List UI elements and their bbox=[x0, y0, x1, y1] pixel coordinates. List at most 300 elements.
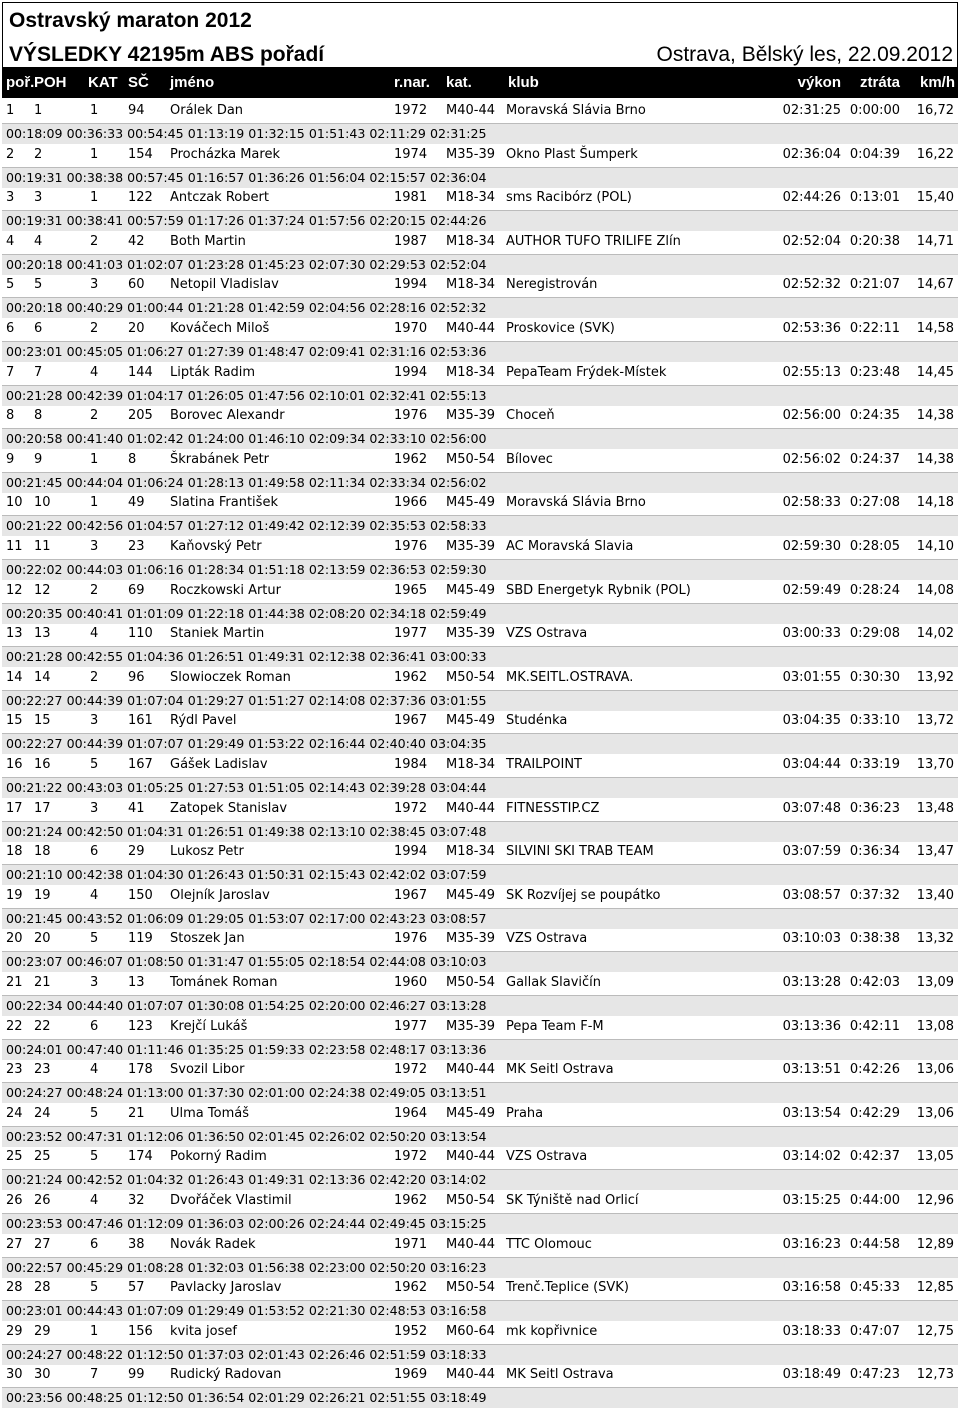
row-por: 18 bbox=[6, 844, 23, 860]
row-kat: 4 bbox=[90, 887, 99, 903]
col-header-poh: POH bbox=[34, 74, 67, 91]
row-splits: 00:21:24 00:42:52 01:04:32 01:26:43 01:49:31 02:13:36 02:42:20 03:14:02 bbox=[6, 1172, 487, 1188]
row-poh: 22 bbox=[34, 1018, 51, 1034]
row-sc: 167 bbox=[128, 757, 153, 772]
row-club: SILVINI SKI TRAB TEAM bbox=[506, 844, 654, 860]
row-kat: 2 bbox=[90, 233, 99, 249]
row-kat: 2 bbox=[90, 669, 99, 685]
row-year: 1960 bbox=[394, 975, 428, 990]
row-loss: 0:38:38 bbox=[849, 931, 900, 947]
row-splits-line bbox=[2, 690, 958, 711]
row-time: 03:13:36 bbox=[782, 1018, 841, 1034]
row-sc: 174 bbox=[128, 1149, 153, 1165]
event-title: Ostravský maraton 2012 bbox=[9, 9, 252, 32]
row-poh: 2 bbox=[34, 146, 43, 162]
row-loss: 0:28:05 bbox=[849, 539, 900, 554]
row-time: 03:07:48 bbox=[782, 800, 841, 816]
row-kat: 4 bbox=[90, 1193, 99, 1208]
row-poh: 15 bbox=[34, 713, 51, 729]
row-por: 21 bbox=[6, 975, 23, 990]
row-loss: 0:04:39 bbox=[849, 146, 900, 162]
row-loss: 0:21:07 bbox=[849, 277, 900, 293]
row-loss: 0:13:01 bbox=[849, 190, 900, 206]
row-sc: 178 bbox=[128, 1062, 153, 1078]
row-club: Neregistrován bbox=[506, 277, 598, 293]
row-year: 1970 bbox=[394, 321, 428, 336]
row-club: SK Týniště nad Orlicí bbox=[506, 1193, 639, 1208]
row-category: M60-64 bbox=[446, 1323, 495, 1339]
row-kat: 4 bbox=[90, 364, 99, 380]
row-year: 1962 bbox=[394, 669, 428, 685]
row-sc: 32 bbox=[128, 1193, 145, 1208]
col-header-rnar: r.nar. bbox=[394, 74, 430, 91]
row-splits-line bbox=[2, 167, 958, 188]
row-year: 1984 bbox=[394, 757, 428, 772]
row-name: Netopil Vladislav bbox=[170, 277, 279, 293]
row-splits: 00:20:35 00:40:41 01:01:09 01:22:18 01:44:38 02:08:20 02:34:18 02:59:49 bbox=[6, 605, 487, 621]
row-splits: 00:22:57 00:45:29 01:08:28 01:32:03 01:56:38 02:23:00 02:50:20 03:16:23 bbox=[6, 1259, 487, 1275]
row-splits: 00:21:28 00:42:55 01:04:36 01:26:51 01:49:31 02:12:38 02:36:41 03:00:33 bbox=[6, 649, 487, 665]
row-loss: 0:44:00 bbox=[849, 1193, 900, 1208]
col-header-klub: klub bbox=[508, 74, 539, 91]
row-speed: 12,75 bbox=[916, 1323, 954, 1339]
table-row bbox=[2, 273, 958, 317]
row-year: 1972 bbox=[394, 1149, 428, 1165]
row-speed: 14,18 bbox=[916, 495, 954, 511]
row-year: 1976 bbox=[394, 931, 428, 947]
row-speed: 13,48 bbox=[916, 800, 954, 816]
row-time: 02:53:36 bbox=[782, 321, 841, 336]
row-name: Borovec Alexandr bbox=[170, 408, 285, 424]
row-splits-line bbox=[2, 821, 958, 842]
row-category: M50-54 bbox=[446, 451, 495, 467]
row-kat: 4 bbox=[90, 1062, 99, 1078]
row-por: 5 bbox=[6, 277, 15, 293]
row-speed: 15,40 bbox=[916, 190, 954, 206]
row-sc: 154 bbox=[128, 146, 153, 162]
row-year: 1972 bbox=[394, 1062, 428, 1078]
row-name: Procházka Marek bbox=[170, 146, 280, 162]
row-name: Škrabánek Petr bbox=[170, 451, 270, 467]
row-year: 1972 bbox=[394, 800, 428, 816]
row-year: 1977 bbox=[394, 626, 428, 642]
row-sc: 96 bbox=[128, 669, 145, 685]
row-category: M35-39 bbox=[446, 146, 495, 162]
row-por: 20 bbox=[6, 931, 23, 947]
row-name: Gášek Ladislav bbox=[170, 757, 268, 772]
row-loss: 0:24:35 bbox=[849, 408, 900, 424]
row-sc: 42 bbox=[128, 233, 145, 249]
row-speed: 12,89 bbox=[916, 1236, 954, 1252]
row-kat: 1 bbox=[90, 495, 99, 511]
row-poh: 30 bbox=[34, 1367, 51, 1383]
row-club: Trenč.Teplice (SVK) bbox=[506, 1280, 629, 1296]
row-name: Antczak Robert bbox=[170, 190, 269, 206]
row-por: 3 bbox=[6, 190, 15, 206]
row-kat: 5 bbox=[90, 757, 99, 772]
row-club: FITNESSTIP.CZ bbox=[506, 800, 600, 816]
row-year: 1994 bbox=[394, 364, 428, 380]
col-header-ztrata: ztráta bbox=[859, 74, 900, 91]
row-splits-line bbox=[2, 385, 958, 406]
row-sc: 57 bbox=[128, 1280, 145, 1296]
row-category: M18-34 bbox=[446, 190, 495, 206]
row-por: 27 bbox=[6, 1236, 23, 1252]
row-poh: 13 bbox=[34, 626, 51, 642]
row-speed: 14,45 bbox=[916, 364, 954, 380]
table-row bbox=[2, 666, 958, 710]
row-sc: 144 bbox=[128, 364, 153, 380]
row-poh: 25 bbox=[34, 1149, 51, 1165]
table-row bbox=[2, 1015, 958, 1059]
row-category: M40-44 bbox=[446, 1367, 495, 1383]
table-row bbox=[2, 884, 958, 928]
row-name: Dvořáček Vlastimil bbox=[170, 1193, 292, 1208]
row-sc: 205 bbox=[128, 408, 153, 424]
table-row bbox=[2, 143, 958, 187]
row-sc: 122 bbox=[128, 190, 153, 206]
row-speed: 13,47 bbox=[916, 844, 954, 860]
row-loss: 0:42:29 bbox=[849, 1105, 900, 1121]
row-por: 25 bbox=[6, 1149, 23, 1165]
row-speed: 13,06 bbox=[916, 1105, 954, 1121]
row-category: M45-49 bbox=[446, 887, 495, 903]
row-poh: 23 bbox=[34, 1062, 51, 1078]
row-sc: 41 bbox=[128, 800, 145, 816]
row-kat: 1 bbox=[90, 451, 99, 467]
row-loss: 0:45:33 bbox=[849, 1280, 900, 1296]
row-year: 1952 bbox=[394, 1323, 428, 1339]
row-splits-line bbox=[2, 1126, 958, 1147]
row-splits-line bbox=[2, 733, 958, 754]
table-row bbox=[2, 1058, 958, 1102]
row-year: 1976 bbox=[394, 539, 428, 554]
row-category: M40-44 bbox=[446, 800, 495, 816]
row-year: 1965 bbox=[394, 582, 428, 598]
row-category: M45-49 bbox=[446, 1105, 495, 1121]
row-splits-line bbox=[2, 472, 958, 493]
row-por: 29 bbox=[6, 1323, 23, 1339]
row-splits: 00:24:01 00:47:40 01:11:46 01:35:25 01:59:33 02:23:58 02:48:17 03:13:36 bbox=[6, 1041, 487, 1057]
row-time: 02:44:26 bbox=[782, 190, 841, 206]
row-speed: 13,40 bbox=[916, 887, 954, 903]
row-kat: 5 bbox=[90, 931, 99, 947]
row-year: 1977 bbox=[394, 1018, 428, 1034]
row-kat: 1 bbox=[90, 103, 99, 118]
row-club: TRAILPOINT bbox=[506, 757, 582, 772]
row-por: 24 bbox=[6, 1105, 23, 1121]
row-kat: 3 bbox=[90, 713, 99, 729]
row-club: Moravská Slávia Brno bbox=[506, 103, 646, 118]
row-category: M35-39 bbox=[446, 408, 495, 424]
row-name: Olejník Jaroslav bbox=[170, 887, 270, 903]
row-splits-line bbox=[2, 995, 958, 1016]
row-poh: 8 bbox=[34, 408, 43, 424]
row-loss: 0:42:03 bbox=[849, 975, 900, 990]
row-splits: 00:18:09 00:36:33 00:54:45 01:13:19 01:32:15 01:51:43 02:11:29 02:31:25 bbox=[6, 126, 487, 141]
row-name: Krejčí Lukáš bbox=[170, 1018, 248, 1034]
row-category: M18-34 bbox=[446, 364, 495, 380]
row-loss: 0:00:00 bbox=[849, 103, 900, 118]
row-loss: 0:37:32 bbox=[849, 887, 900, 903]
row-speed: 14,10 bbox=[916, 539, 954, 554]
row-por: 22 bbox=[6, 1018, 23, 1034]
row-por: 9 bbox=[6, 451, 15, 467]
row-name: Lukosz Petr bbox=[170, 844, 244, 860]
row-name: Kováčech Miloš bbox=[170, 321, 270, 336]
row-category: M45-49 bbox=[446, 713, 495, 729]
row-speed: 13,70 bbox=[916, 757, 954, 772]
row-category: M50-54 bbox=[446, 1280, 495, 1296]
row-speed: 12,73 bbox=[916, 1367, 954, 1383]
row-year: 1976 bbox=[394, 408, 428, 424]
row-sc: 150 bbox=[128, 887, 153, 903]
row-por: 17 bbox=[6, 800, 23, 816]
row-category: M50-54 bbox=[446, 1193, 495, 1208]
row-club: MK Seitl Ostrava bbox=[506, 1367, 614, 1383]
row-splits: 00:22:34 00:44:40 01:07:07 01:30:08 01:54:25 02:20:00 02:46:27 03:13:28 bbox=[6, 998, 487, 1013]
row-loss: 0:27:08 bbox=[849, 495, 900, 511]
row-loss: 0:42:11 bbox=[849, 1018, 900, 1034]
row-sc: 8 bbox=[128, 451, 137, 467]
row-por: 14 bbox=[6, 669, 23, 685]
row-por: 13 bbox=[6, 626, 23, 642]
row-por: 26 bbox=[6, 1193, 23, 1208]
row-sc: 29 bbox=[128, 844, 145, 860]
row-splits-line bbox=[2, 603, 958, 624]
row-year: 1971 bbox=[394, 1236, 428, 1252]
table-row bbox=[2, 1276, 958, 1320]
col-header-vykon: výkon bbox=[797, 74, 841, 91]
table-row bbox=[2, 99, 958, 143]
row-time: 03:16:23 bbox=[782, 1236, 841, 1252]
row-splits-line bbox=[2, 646, 958, 667]
row-kat: 6 bbox=[90, 1018, 99, 1034]
row-splits-line bbox=[2, 1213, 958, 1234]
row-splits: 00:19:31 00:38:41 00:57:59 01:17:26 01:37:24 01:57:56 02:20:15 02:44:26 bbox=[6, 213, 487, 229]
row-splits: 00:20:18 00:41:03 01:02:07 01:23:28 01:45:23 02:07:30 02:29:53 02:52:04 bbox=[6, 256, 487, 272]
row-kat: 4 bbox=[90, 626, 99, 642]
row-speed: 13,05 bbox=[916, 1149, 954, 1165]
row-year: 1967 bbox=[394, 713, 428, 729]
row-speed: 13,32 bbox=[916, 931, 954, 947]
row-category: M45-49 bbox=[446, 582, 495, 598]
row-time: 03:13:28 bbox=[782, 975, 841, 990]
row-category: M18-34 bbox=[446, 757, 495, 772]
row-poh: 28 bbox=[34, 1280, 51, 1296]
row-kat: 5 bbox=[90, 1105, 99, 1121]
row-time: 03:18:49 bbox=[782, 1367, 841, 1383]
row-splits-line bbox=[2, 123, 958, 144]
row-splits: 00:21:24 00:42:50 01:04:31 01:26:51 01:49:38 02:13:10 02:38:45 03:07:48 bbox=[6, 823, 487, 839]
row-club: mk kopřivnice bbox=[506, 1323, 598, 1339]
row-poh: 20 bbox=[34, 931, 51, 947]
row-por: 15 bbox=[6, 713, 23, 729]
row-speed: 13,06 bbox=[916, 1062, 954, 1078]
table-row bbox=[2, 709, 958, 753]
row-poh: 27 bbox=[34, 1236, 51, 1252]
row-poh: 3 bbox=[34, 190, 43, 206]
row-por: 10 bbox=[6, 495, 23, 511]
row-time: 02:59:49 bbox=[782, 582, 841, 598]
row-club: SK Rozvíjej se poupátko bbox=[506, 887, 661, 903]
row-por: 30 bbox=[6, 1367, 23, 1383]
row-poh: 18 bbox=[34, 844, 51, 860]
row-year: 1994 bbox=[394, 844, 428, 860]
row-por: 1 bbox=[6, 103, 15, 118]
row-splits-line bbox=[2, 1257, 958, 1278]
row-splits: 00:23:07 00:46:07 01:08:50 01:31:47 01:55:05 02:18:54 02:44:08 03:10:03 bbox=[6, 954, 487, 970]
row-splits: 00:24:27 00:48:22 01:12:50 01:37:03 02:01:43 02:26:46 02:51:59 03:18:33 bbox=[6, 1346, 487, 1362]
row-speed: 13,72 bbox=[916, 713, 954, 729]
table-row bbox=[2, 1363, 958, 1407]
row-year: 1962 bbox=[394, 1280, 428, 1296]
table-row bbox=[2, 1320, 958, 1364]
row-category: M35-39 bbox=[446, 1018, 495, 1034]
row-kat: 2 bbox=[90, 582, 99, 598]
row-time: 03:08:57 bbox=[782, 887, 841, 903]
row-splits: 00:24:27 00:48:24 01:13:00 01:37:30 02:01:00 02:24:38 02:49:05 03:13:51 bbox=[6, 1085, 487, 1101]
row-category: M35-39 bbox=[446, 539, 495, 554]
row-splits-line bbox=[2, 951, 958, 972]
row-kat: 1 bbox=[90, 190, 99, 206]
row-name: Staniek Martin bbox=[170, 626, 265, 642]
row-splits-line bbox=[2, 1387, 958, 1408]
row-loss: 0:42:37 bbox=[849, 1149, 900, 1165]
row-time: 03:16:58 bbox=[782, 1280, 841, 1296]
row-sc: 21 bbox=[128, 1105, 145, 1121]
row-splits-line bbox=[2, 777, 958, 798]
row-club: VZS Ostrava bbox=[506, 931, 588, 947]
row-kat: 2 bbox=[90, 321, 99, 336]
table-row bbox=[2, 491, 958, 535]
row-kat: 6 bbox=[90, 1236, 99, 1252]
row-category: M40-44 bbox=[446, 321, 495, 336]
row-year: 1966 bbox=[394, 495, 428, 511]
row-splits: 00:21:28 00:42:39 01:04:17 01:26:05 01:47:56 02:10:01 02:32:41 02:55:13 bbox=[6, 387, 487, 403]
table-row bbox=[2, 622, 958, 666]
row-year: 1962 bbox=[394, 1193, 428, 1208]
col-header-sc: SČ bbox=[128, 74, 149, 91]
row-name: kvita josef bbox=[170, 1323, 237, 1339]
row-category: M18-34 bbox=[446, 277, 495, 293]
row-speed: 16,72 bbox=[916, 103, 954, 118]
col-header-katname: kat. bbox=[446, 74, 472, 91]
row-poh: 7 bbox=[34, 364, 43, 380]
row-kat: 3 bbox=[90, 800, 99, 816]
row-loss: 0:28:24 bbox=[849, 582, 900, 598]
table-row bbox=[2, 317, 958, 361]
row-category: M40-44 bbox=[446, 1236, 495, 1252]
row-splits: 00:20:18 00:40:29 01:00:44 01:21:28 01:42:59 02:04:56 02:28:16 02:52:32 bbox=[6, 300, 487, 316]
row-club: VZS Ostrava bbox=[506, 626, 588, 642]
row-category: M35-39 bbox=[446, 931, 495, 947]
row-splits: 00:23:01 00:44:43 01:07:09 01:29:49 01:53:52 02:21:30 02:48:53 03:16:58 bbox=[6, 1303, 487, 1319]
row-speed: 14,67 bbox=[916, 277, 954, 293]
row-name: Orálek Dan bbox=[170, 103, 244, 118]
row-time: 03:13:54 bbox=[782, 1105, 841, 1121]
row-time: 03:14:02 bbox=[782, 1149, 841, 1165]
row-loss: 0:36:34 bbox=[849, 844, 900, 860]
row-kat: 3 bbox=[90, 539, 99, 554]
row-speed: 12,96 bbox=[916, 1193, 954, 1208]
row-speed: 16,22 bbox=[916, 146, 954, 162]
row-loss: 0:33:10 bbox=[849, 713, 900, 729]
row-time: 03:13:51 bbox=[782, 1062, 841, 1078]
row-splits-line bbox=[2, 1039, 958, 1060]
row-poh: 19 bbox=[34, 887, 51, 903]
row-kat: 1 bbox=[90, 1323, 99, 1339]
row-loss: 0:33:19 bbox=[849, 757, 900, 772]
row-time: 03:04:44 bbox=[782, 757, 841, 772]
row-poh: 14 bbox=[34, 669, 51, 685]
table-row bbox=[2, 927, 958, 971]
row-time: 02:36:04 bbox=[782, 146, 841, 162]
row-time: 02:31:25 bbox=[782, 103, 841, 118]
row-name: Slowioczek Roman bbox=[170, 669, 291, 685]
row-loss: 0:22:11 bbox=[849, 321, 900, 336]
row-speed: 13,09 bbox=[916, 975, 954, 990]
row-category: M40-44 bbox=[446, 103, 495, 118]
row-club: Studénka bbox=[506, 713, 568, 729]
row-club: SBD Energetyk Rybnik (POL) bbox=[506, 582, 691, 598]
row-splits-line bbox=[2, 864, 958, 885]
row-kat: 5 bbox=[90, 1149, 99, 1165]
event-location-date: Ostrava, Bělský les, 22.09.2012 bbox=[656, 43, 953, 66]
row-sc: 123 bbox=[128, 1018, 153, 1034]
table-row bbox=[2, 186, 958, 230]
row-time: 03:04:35 bbox=[782, 713, 841, 729]
row-kat: 3 bbox=[90, 277, 99, 293]
row-splits: 00:23:53 00:47:46 01:12:09 01:36:03 02:00:26 02:24:44 02:49:45 03:15:25 bbox=[6, 1216, 487, 1231]
row-name: Lipták Radim bbox=[170, 364, 256, 380]
row-time: 03:18:33 bbox=[782, 1323, 841, 1339]
col-header-kat: KAT bbox=[88, 74, 118, 91]
row-speed: 14,58 bbox=[916, 321, 954, 336]
row-loss: 0:29:08 bbox=[849, 626, 900, 642]
row-speed: 14,08 bbox=[916, 582, 954, 598]
row-category: M50-54 bbox=[446, 975, 495, 990]
row-splits-line bbox=[2, 341, 958, 362]
row-splits: 00:23:52 00:47:31 01:12:06 01:36:50 02:01:45 02:26:02 02:50:20 03:13:54 bbox=[6, 1128, 487, 1144]
table-row bbox=[2, 448, 958, 492]
row-club: AC Moravská Slavia bbox=[506, 539, 634, 554]
row-year: 1967 bbox=[394, 887, 428, 903]
row-year: 1969 bbox=[394, 1367, 428, 1383]
row-poh: 4 bbox=[34, 233, 43, 249]
row-time: 02:55:13 bbox=[782, 364, 841, 380]
row-por: 28 bbox=[6, 1280, 23, 1296]
row-category: M35-39 bbox=[446, 626, 495, 642]
row-sc: 20 bbox=[128, 321, 145, 336]
row-year: 1994 bbox=[394, 277, 428, 293]
row-kat: 6 bbox=[90, 844, 99, 860]
row-por: 4 bbox=[6, 233, 15, 249]
row-name: Roczkowski Artur bbox=[170, 582, 281, 598]
row-splits-line bbox=[2, 428, 958, 449]
row-splits-line bbox=[2, 297, 958, 318]
row-splits: 00:20:58 00:41:40 01:02:42 01:24:00 01:46:10 02:09:34 02:33:10 02:56:00 bbox=[6, 431, 487, 447]
row-poh: 6 bbox=[34, 321, 43, 336]
row-year: 1964 bbox=[394, 1105, 428, 1121]
row-time: 02:58:33 bbox=[782, 495, 841, 511]
row-splits: 00:23:56 00:48:25 01:12:50 01:36:54 02:01:29 02:26:21 02:51:55 03:18:49 bbox=[6, 1390, 487, 1406]
row-sc: 49 bbox=[128, 495, 145, 511]
row-splits: 00:21:45 00:43:52 01:06:09 01:29:05 01:53:07 02:17:00 02:43:23 03:08:57 bbox=[6, 910, 487, 926]
row-name: Zatopek Stanislav bbox=[170, 800, 288, 816]
table-row bbox=[2, 840, 958, 884]
row-por: 16 bbox=[6, 757, 23, 772]
